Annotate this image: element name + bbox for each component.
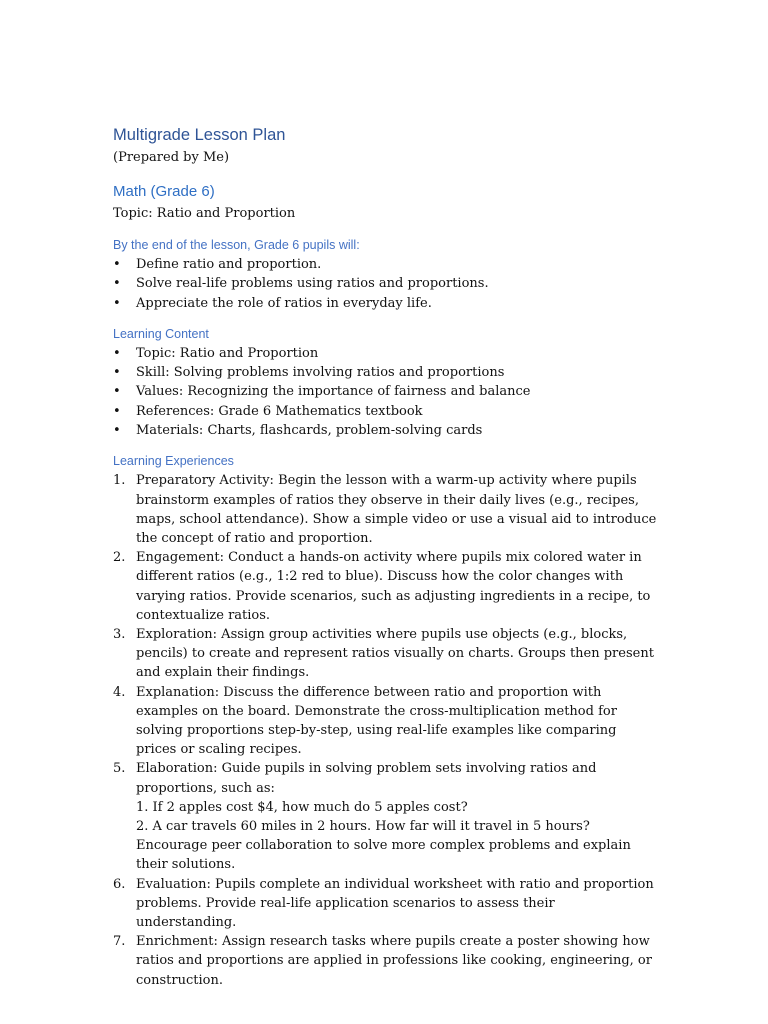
list-item-text: Define ratio and proportion. [136, 257, 322, 272]
step-text: Engagement: Conduct a hands-on activity where pupils mix colored water in different ratios (e.g., 1:2 red to blue). Discuss how the color changes with varying ratios. Provide scenarios, such as adjusting ingredients in a recipe, to contextualize ratios. [136, 550, 651, 623]
learning-experiences-list [113, 471, 658, 989]
list-item [113, 382, 658, 401]
bullet-icon: • [113, 403, 121, 419]
step-text: Elaboration: Guide pupils in solving problem sets involving ratios and proportions, such as: [136, 761, 597, 796]
list-item [113, 421, 658, 440]
topic-line: Topic: Ratio and Proportion [113, 206, 296, 221]
step-number: 6. [113, 876, 126, 892]
learning-experiences-heading: Learning Experiences [113, 454, 234, 469]
list-item-text: Values: Recognizing the importance of fairness and balance [136, 384, 531, 400]
list-item [113, 625, 658, 683]
list-item [113, 932, 658, 990]
list-item [113, 344, 658, 363]
section-heading: Math (Grade 6) [113, 183, 215, 200]
list-item [113, 402, 658, 421]
bullet-icon: • [113, 295, 121, 311]
list-item-text: Materials: Charts, flashcards, problem-solving cards [136, 423, 483, 439]
collaboration-note: Encourage peer collaboration to solve more complex problems and explain their solutions. [136, 838, 631, 873]
document-title: Multigrade Lesson Plan [113, 126, 286, 144]
bullet-icon: • [113, 257, 121, 272]
list-item [113, 294, 658, 313]
step-text: Preparatory Activity: Begin the lesson with a warm-up activity where pupils brainstorm examples of ratios they observe in their daily lives (e.g., recipes, maps, school attendance). Show a simple video or use a visual aid to introduce the concept of ratio and proportion. [136, 473, 657, 546]
list-item-text: Skill: Solving problems involving ratios and proportions [136, 365, 505, 381]
list-item-text: Topic: Ratio and Proportion [136, 345, 319, 361]
list-item [113, 255, 658, 274]
step-number: 3. [113, 627, 126, 642]
step-text: Evaluation: Pupils complete an individual worksheet with ratio and proportion problems. Provide real-life application scenarios to assess their understanding. [136, 876, 654, 931]
list-item-text: References: Grade 6 Mathematics textbook [136, 403, 423, 419]
bullet-icon: • [113, 423, 121, 439]
objectives-heading: By the end of the lesson, Grade 6 pupils will: [113, 238, 360, 252]
document-page [113, 124, 658, 990]
step-number: 1. [113, 473, 126, 489]
step-text: Enrichment: Assign research tasks where pupils create a poster showing how ratios and proportions are applied in professions like cooking, engineering, or construction. [136, 934, 652, 988]
example-problem-2: 2. A car travels 60 miles in 2 hours. How far will it travel in 5 hours? [136, 819, 590, 835]
step-number: 2. [113, 550, 126, 566]
learning-content-list [113, 344, 658, 440]
bullet-icon: • [113, 345, 121, 361]
list-item [113, 471, 658, 548]
learning-content-heading: Learning Content [113, 326, 209, 341]
example-problem-1: 1. If 2 apples cost $4, how much do 5 apples cost? [136, 799, 468, 815]
bullet-icon: • [113, 276, 121, 292]
list-item [113, 548, 658, 625]
document-subtitle: (Prepared by Me) [113, 150, 230, 165]
list-item-text: Appreciate the role of ratios in everyday life. [136, 295, 432, 311]
list-item [113, 759, 658, 874]
list-item [113, 363, 658, 382]
bullet-icon: • [113, 365, 121, 381]
list-item [113, 274, 658, 293]
step-text: Explanation: Discuss the difference between ratio and proportion with examples on the board. Demonstrate the cross-multiplication method for solving proportions step-by-step, using real-life examples like comparing prices or scaling recipes. [136, 684, 617, 758]
list-item-text: Solve real-life problems using ratios and proportions. [136, 276, 489, 292]
list-item [113, 683, 658, 760]
step-number: 4. [113, 684, 126, 700]
list-item [113, 875, 658, 933]
step-text: Exploration: Assign group activities where pupils use objects (e.g., blocks, pencils) to create and represent ratios visually on charts. Groups then present and explain their findings. [136, 627, 654, 681]
step-number: 5. [113, 761, 126, 777]
objectives-list [113, 255, 658, 313]
step-number: 7. [113, 934, 126, 950]
bullet-icon: • [113, 384, 121, 400]
